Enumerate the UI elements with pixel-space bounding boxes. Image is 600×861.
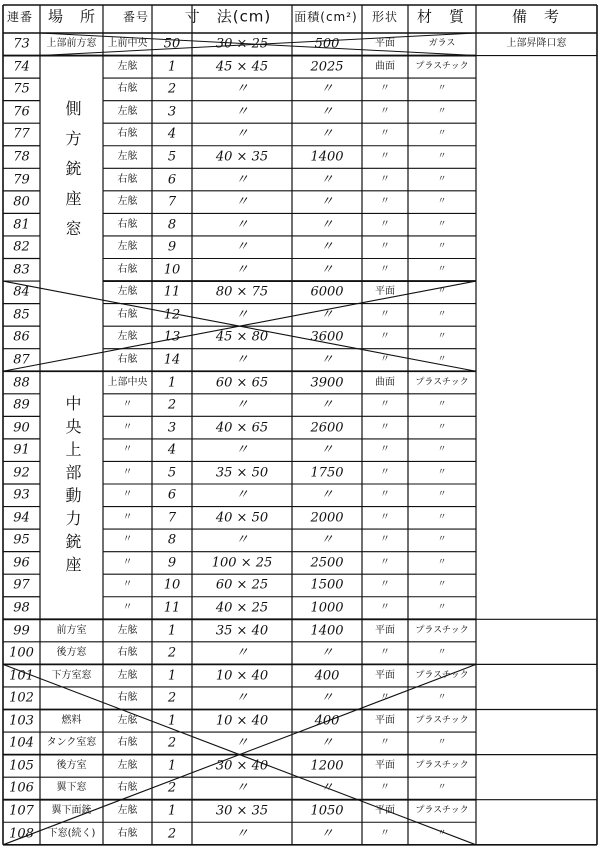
cell-side: 左舷: [117, 241, 138, 253]
cell-size: 〃: [235, 81, 249, 97]
cell-size: 40 × 50: [215, 510, 269, 526]
cell-number: 14: [163, 352, 181, 368]
cell-serial: 73: [13, 36, 30, 52]
cell-serial: 80: [13, 194, 30, 210]
cell-area: 2500: [310, 555, 344, 571]
cell-size: 60 × 25: [215, 577, 269, 593]
cell-number: 8: [167, 217, 177, 233]
cell-location: 燃料: [61, 714, 82, 726]
cell-area: 〃: [320, 780, 334, 796]
cell-material: 〃: [437, 399, 447, 410]
header-location: 場 所: [47, 7, 97, 26]
cell-material: 〃: [437, 828, 447, 839]
cell-side: 右舷: [117, 647, 138, 659]
cell-size: 〃: [235, 780, 249, 796]
header-area: 面積(cm²): [294, 10, 358, 24]
cell-area: 〃: [320, 532, 334, 548]
cell-shape: 〃: [380, 647, 390, 659]
cell-side: 左舷: [117, 669, 138, 681]
cell-material: 〃: [437, 737, 447, 748]
cell-size: 〃: [235, 262, 249, 278]
cell-serial: 77: [13, 126, 30, 142]
cell-number: 8: [167, 532, 177, 548]
cell-side: 〃: [122, 602, 133, 614]
cell-shape: 平面: [375, 714, 395, 726]
cell-side: 〃: [122, 489, 133, 501]
cell-shape: 曲面: [375, 60, 395, 72]
cell-number: 2: [167, 780, 177, 796]
cell-size: 〃: [235, 826, 249, 842]
cell-shape: 平面: [375, 804, 395, 816]
cell-serial: 88: [13, 375, 30, 391]
cell-serial: 94: [13, 510, 30, 526]
cell-material: 〃: [437, 354, 447, 365]
cell-location: タンク室窓: [46, 737, 97, 749]
cell-number: 1: [167, 623, 177, 639]
cell-area: 〃: [320, 645, 334, 661]
cell-shape: 〃: [380, 556, 390, 568]
cell-material: プラスチック: [415, 760, 469, 771]
cell-area: 1000: [310, 600, 344, 616]
cell-serial: 99: [13, 623, 30, 639]
cell-size: 10 × 40: [215, 668, 269, 684]
cell-location: 前方室: [56, 624, 87, 636]
cell-side: 右舷: [117, 353, 138, 365]
cell-number: 1: [167, 803, 177, 819]
cell-material: プラスチック: [415, 715, 469, 726]
cell-side: 〃: [122, 511, 133, 523]
cell-number: 2: [167, 397, 177, 413]
cell-number: 11: [163, 600, 181, 616]
cell-size: 35 × 50: [215, 465, 269, 481]
cell-side: 上前中央: [107, 38, 148, 50]
cell-size: 30 × 35: [215, 803, 269, 819]
cell-material: 〃: [437, 489, 447, 500]
cell-shape: 平面: [375, 624, 395, 636]
cell-size: 10 × 40: [215, 713, 269, 729]
cell-number: 2: [167, 826, 177, 842]
cell-shape: 〃: [380, 737, 390, 749]
cell-material: 〃: [437, 128, 447, 139]
cell-serial: 100: [9, 645, 34, 661]
cell-area: 〃: [320, 442, 334, 458]
cell-location: 下方室窓: [51, 669, 92, 681]
cell-material: 〃: [437, 331, 447, 342]
cell-side: 右舷: [117, 83, 138, 95]
cell-side: 左舷: [117, 714, 138, 726]
cell-location: 翼下窓: [56, 782, 87, 794]
cell-shape: 平面: [375, 286, 395, 298]
cell-serial: 87: [13, 352, 30, 368]
cell-area: 2000: [310, 510, 344, 526]
cell-side: 右舷: [117, 263, 138, 275]
cell-area: 1050: [310, 803, 344, 819]
cell-number: 3: [167, 420, 177, 436]
cell-serial: 108: [9, 826, 34, 842]
cell-serial: 96: [13, 555, 30, 571]
cell-size: 〃: [235, 442, 249, 458]
cell-shape: 〃: [380, 782, 390, 794]
cell-area: 〃: [320, 104, 334, 120]
cell-serial: 90: [13, 420, 30, 436]
cell-material: ガラス: [428, 38, 456, 49]
cell-material: 〃: [437, 219, 447, 230]
cell-number: 5: [167, 149, 177, 165]
header-material: 材 質: [416, 7, 466, 26]
cell-serial: 92: [13, 465, 30, 481]
header-remarks: 備 考: [511, 7, 561, 26]
cell-size: 100 × 25: [211, 555, 273, 571]
cell-serial: 86: [13, 329, 30, 345]
cell-number: 50: [163, 36, 181, 52]
cell-size: 〃: [235, 194, 249, 210]
cell-number: 4: [167, 442, 177, 458]
cell-area: 500: [314, 36, 340, 52]
cell-serial: 91: [13, 442, 30, 458]
cell-area: 400: [314, 668, 340, 684]
cell-material: 〃: [437, 196, 447, 207]
cell-number: 2: [167, 81, 177, 97]
cell-area: 6000: [310, 284, 344, 300]
cell-material: 〃: [437, 467, 447, 478]
cell-serial: 103: [9, 713, 34, 729]
cell-number: 6: [167, 487, 177, 503]
cell-number: 9: [167, 239, 177, 255]
cell-side: 左舷: [117, 624, 138, 636]
cell-side: 右舷: [117, 128, 138, 140]
cell-size: 40 × 65: [215, 420, 269, 436]
cell-area: 〃: [320, 690, 334, 706]
cell-serial: 78: [13, 149, 30, 165]
cell-material: 〃: [437, 309, 447, 320]
cell-side: 右舷: [117, 782, 138, 794]
cell-material: 〃: [437, 83, 447, 94]
cell-location: 後方窓: [56, 647, 87, 659]
cell-material: 〃: [437, 579, 447, 590]
cell-side: 左舷: [117, 196, 138, 208]
cell-location: 下窓(続く): [47, 827, 96, 839]
cell-serial: 98: [13, 600, 30, 616]
cell-shape: 〃: [380, 444, 390, 456]
cell-area: 1400: [310, 149, 344, 165]
cell-size: 60 × 65: [215, 375, 269, 391]
cell-number: 5: [167, 465, 177, 481]
cell-serial: 89: [13, 397, 30, 413]
cell-number: 13: [163, 329, 181, 345]
cell-area: 〃: [320, 126, 334, 142]
cell-number: 4: [167, 126, 177, 142]
cell-number: 7: [167, 194, 177, 210]
cell-material: 〃: [437, 106, 447, 117]
cell-number: 9: [167, 555, 177, 571]
cell-number: 10: [163, 577, 181, 593]
cell-material: 〃: [437, 602, 447, 613]
cell-area: 〃: [320, 352, 334, 368]
cell-material: 〃: [437, 174, 447, 185]
cell-area: 〃: [320, 307, 334, 323]
cell-side: 〃: [122, 466, 133, 478]
cell-side: 左舷: [117, 105, 138, 117]
cell-size: 〃: [235, 532, 249, 548]
cell-material: プラスチック: [415, 805, 469, 816]
cell-shape: 〃: [380, 83, 390, 95]
cell-location: 翼下面銃: [51, 804, 92, 816]
cell-serial: 101: [9, 668, 34, 684]
cell-serial: 74: [13, 59, 30, 75]
cell-size: 45 × 80: [215, 329, 269, 345]
cell-size: 〃: [235, 172, 249, 188]
cell-serial: 85: [13, 307, 30, 323]
cell-area: 400: [314, 713, 340, 729]
cell-size: 〃: [235, 126, 249, 142]
cell-shape: 平面: [375, 669, 395, 681]
cell-shape: 〃: [380, 399, 390, 411]
cell-side: 左舷: [117, 331, 138, 343]
cell-area: 〃: [320, 487, 334, 503]
cell-side: 左舷: [117, 151, 138, 163]
cell-size: 35 × 40: [215, 623, 269, 639]
cell-area: 2600: [310, 420, 344, 436]
cell-side: 左舷: [117, 759, 138, 771]
cell-side: 右舷: [117, 173, 138, 185]
cell-shape: 〃: [380, 218, 390, 230]
cell-size: 45 × 45: [215, 59, 269, 75]
cell-shape: 〃: [380, 692, 390, 704]
cell-shape: 〃: [380, 105, 390, 117]
cell-number: 2: [167, 690, 177, 706]
cell-serial: 97: [13, 577, 30, 593]
cell-number: 3: [167, 104, 177, 120]
cell-material: 〃: [437, 286, 447, 297]
cell-size: 〃: [235, 239, 249, 255]
cell-material: プラスチック: [415, 377, 469, 388]
cell-side: 〃: [122, 556, 133, 568]
cell-material: 〃: [437, 512, 447, 523]
cell-number: 7: [167, 510, 177, 526]
cell-material: プラスチック: [415, 61, 469, 72]
cell-serial: 106: [9, 780, 34, 796]
group-label-center-upper-turret: 中央上部動力銃座: [63, 395, 82, 579]
cell-number: 11: [163, 284, 181, 300]
cell-size: 〃: [235, 690, 249, 706]
cell-size: 〃: [235, 104, 249, 120]
cell-area: 1500: [310, 577, 344, 593]
cell-location: 上部前方窓: [46, 38, 97, 50]
cell-area: 〃: [320, 194, 334, 210]
cell-shape: 〃: [380, 534, 390, 546]
cell-serial: 81: [13, 217, 30, 233]
cell-size: 30 × 25: [215, 36, 269, 52]
cell-shape: 〃: [380, 421, 390, 433]
cell-material: 〃: [437, 241, 447, 252]
cell-material: プラスチック: [415, 670, 469, 681]
cell-area: 〃: [320, 397, 334, 413]
cell-number: 1: [167, 668, 177, 684]
cell-shape: 〃: [380, 151, 390, 163]
header-shape: 形状: [371, 10, 399, 24]
cell-shape: 〃: [380, 353, 390, 365]
cell-number: 1: [167, 758, 177, 774]
cell-serial: 93: [13, 487, 30, 503]
cell-shape: 〃: [380, 602, 390, 614]
cell-shape: 〃: [380, 173, 390, 185]
cell-side: 〃: [122, 534, 133, 546]
cell-size: 〃: [235, 217, 249, 233]
header-size: 寸 法(cm): [184, 7, 272, 26]
cell-material: 〃: [437, 692, 447, 703]
cell-shape: 〃: [380, 241, 390, 253]
cell-number: 6: [167, 172, 177, 188]
cell-size: 40 × 25: [215, 600, 269, 616]
cell-serial: 95: [13, 532, 30, 548]
cell-area: 3600: [310, 329, 344, 345]
cell-serial: 79: [13, 172, 30, 188]
cell-number: 2: [167, 735, 177, 751]
cell-material: プラスチック: [415, 625, 469, 636]
cell-area: 〃: [320, 262, 334, 278]
cell-shape: 〃: [380, 263, 390, 275]
cell-size: 30 × 40: [215, 758, 269, 774]
cell-area: 〃: [320, 735, 334, 751]
cell-number: 12: [163, 307, 181, 323]
cell-number: 10: [163, 262, 181, 278]
cell-area: 1200: [310, 758, 344, 774]
cell-size: 40 × 35: [215, 149, 269, 165]
cell-side: 左舷: [117, 60, 138, 72]
cell-shape: 〃: [380, 331, 390, 343]
cell-serial: 75: [13, 81, 30, 97]
cell-area: 〃: [320, 172, 334, 188]
cell-material: 〃: [437, 782, 447, 793]
cell-shape: 曲面: [375, 376, 395, 388]
cell-size: 〃: [235, 735, 249, 751]
cell-size: 〃: [235, 307, 249, 323]
cell-area: 1750: [310, 465, 344, 481]
cell-side: 左舷: [117, 804, 138, 816]
cell-side: 右舷: [117, 827, 138, 839]
cell-area: 〃: [320, 81, 334, 97]
header-serial: 連番: [6, 10, 34, 24]
cell-material: 〃: [437, 264, 447, 275]
cell-area: 2025: [310, 59, 344, 75]
cell-side: 〃: [122, 399, 133, 411]
cell-serial: 104: [9, 735, 34, 751]
cell-number: 1: [167, 59, 177, 75]
cell-number: 2: [167, 645, 177, 661]
cell-material: 〃: [437, 444, 447, 455]
cell-side: 左舷: [117, 286, 138, 298]
cell-number: 1: [167, 375, 177, 391]
cell-material: 〃: [437, 151, 447, 162]
cell-area: 1400: [310, 623, 344, 639]
cell-shape: 〃: [380, 128, 390, 140]
cell-serial: 105: [9, 758, 34, 774]
cell-serial: 107: [9, 803, 34, 819]
cell-shape: 〃: [380, 511, 390, 523]
cell-shape: 〃: [380, 489, 390, 501]
cell-size: 〃: [235, 397, 249, 413]
cell-side: 右舷: [117, 308, 138, 320]
group-label-side-gun-windows: 側方銃座窓: [63, 100, 82, 250]
cell-side: 〃: [122, 579, 133, 591]
cell-size: 80 × 75: [215, 284, 269, 300]
cell-serial: 76: [13, 104, 30, 120]
cell-shape: 〃: [380, 827, 390, 839]
cell-shape: 平面: [375, 759, 395, 771]
cell-side: 右舷: [117, 218, 138, 230]
cell-serial: 102: [9, 690, 34, 706]
cell-shape: 〃: [380, 196, 390, 208]
cell-side: 右舷: [117, 737, 138, 749]
cell-serial: 83: [13, 262, 30, 278]
cell-number: 1: [167, 713, 177, 729]
cell-area: 〃: [320, 239, 334, 255]
cell-area: 〃: [320, 826, 334, 842]
cell-serial: 84: [13, 284, 30, 300]
cell-serial: 82: [13, 239, 30, 255]
cell-shape: 〃: [380, 308, 390, 320]
cell-side: 右舷: [117, 692, 138, 704]
cell-side: 〃: [122, 444, 133, 456]
cell-shape: 〃: [380, 579, 390, 591]
cell-area: 3900: [310, 375, 344, 391]
cell-material: 〃: [437, 534, 447, 545]
cell-material: 〃: [437, 647, 447, 658]
cell-side: 〃: [122, 421, 133, 433]
cell-material: 〃: [437, 557, 447, 568]
cell-size: 〃: [235, 487, 249, 503]
cell-side: 上部中央: [107, 376, 148, 388]
cell-shape: 〃: [380, 466, 390, 478]
cell-size: 〃: [235, 352, 249, 368]
cell-size: 〃: [235, 645, 249, 661]
cell-remarks: 上部昇降口窓: [506, 38, 567, 50]
cell-area: 〃: [320, 217, 334, 233]
cell-shape: 平面: [375, 38, 395, 50]
header-number: 番号: [122, 10, 150, 24]
cell-material: 〃: [437, 422, 447, 433]
cell-location: 後方室: [56, 759, 87, 771]
